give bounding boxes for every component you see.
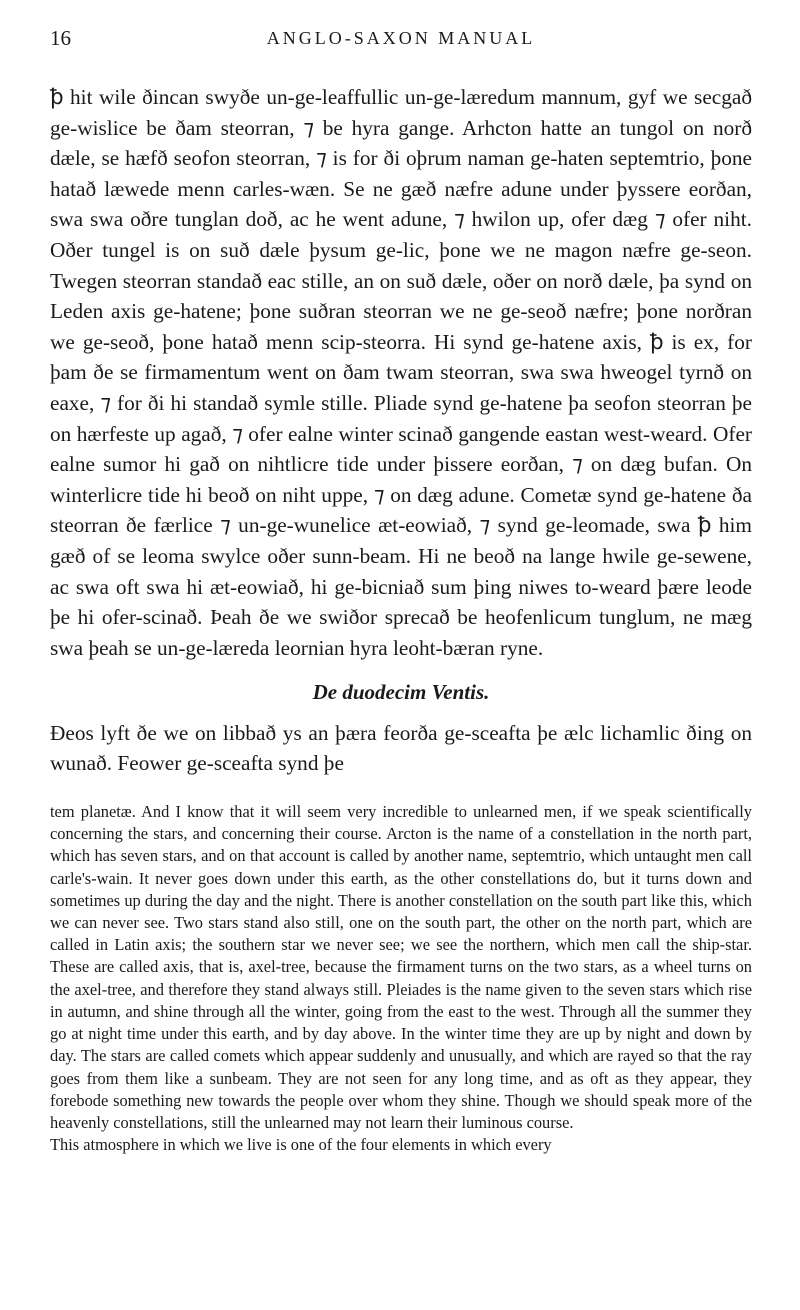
translation-footnote: [50, 801, 752, 1156]
old-english-section-paragraph: Ðeos lyft ðe we on libbað ys an þæra feorða ge-sceafta þe ælc lichamlic ðing on wunað. Feower ge-sceafta synd þe: [50, 720, 752, 776]
translation-paragraph-next: This atmosphere in which we live is one of the four elements in which every: [50, 1135, 552, 1155]
section-heading: De duodecim Ventis.: [312, 680, 490, 705]
running-head: [50, 26, 752, 62]
page-number: 16: [50, 26, 71, 50]
old-english-text: [50, 82, 752, 779]
translation-paragraph: tem planetæ. And I know that it will seem very incredible to unlearned men, if we speak scientifically concerning the stars, and concerning their course. Arcton is the name of a constellation in the north part, which has seven stars, and on that account is called by another name, septemtrio, which untaught men call carle's-wain. It never goes down under this earth, as the other constellations do, but it turns down and sometimes up during the day and the night. There is another constellation on the south part like this, which we can never see. Two stars stand also still, one on the south part, the other on the north part, which are called in Latin axis; the southern star we never see; we see the northern, which men call the ship-star. These are called axis, that is, axel-tree, because the firmament turns on the two stars, as a wheel turns on the axel-tree, and therefore they stand always still. Pleiades is the name given to the seven stars which rise in autumn, and shine through all the winter, going from the east to the west. Through all the summer they go at night time under this earth, and by day above. In the winter time they are up by night and down by day. The stars are called comets which appear suddenly and unusually, and which are rayed so that the ray goes from them like a sunbeam. They are not seen for any long time, and as oft as they appear, they forebode something new towards the people over whom they shine. Though we should speak more of the heavenly constellations, still the unlearned may not learn their luminous course.: [50, 802, 752, 1132]
book-title: ANGLO-SAXON MANUAL: [266, 28, 536, 48]
old-english-paragraph: ꝥ hit wile ðincan swyðe un-ge-leaffullic un-ge-læredum mannum, gyf we secgað ge-wislice be ðam steorran, ⁊ be hyra gange. Arhcton hatte an tungol on norð dæle, se hæfð seofon steorran, ⁊ is for ði oþrum naman ge-haten septemtrio, þone hatað læwede menn carles-wæn. Se ne gæð næfre adune under þyssere eorðan, swa swa oðre tunglan doð, ac he went adune, ⁊ hwilon up, ofer dæg ⁊ ofer niht. Oðer tungel is on suð dæle þysum ge-lic, þone we ne magon næfre ge-seon. Twegen steorran standað eac stille, an on suð dæle, oðer on norð dæle, þa synd on Leden axis ge-hatene; þone suðran steorran we ne ge-seoð næfre; þone norðran we ge-seoð, þone hatað menn scip-steorra. Hi synd ge-hatene axis, ꝥ is ex, for þam ðe se firmamentum went on ðam twam steorran, swa swa hweogel tyrnð on eaxe, ⁊ for ði hi standað symle stille. Pliade synd ge-hatene þa seofon steorran þe on hærfeste up agað, ⁊ ofer ealne winter scinað gangende eastan west-weard. Ofer ealne sumor hi gað on nihtlicre tide under þissere eorðan, ⁊ on dæg bufan. On winterlicre tide hi beoð on niht uppe, ⁊ on dæg adune. Cometæ synd ge-hatene ða steorran ðe færlice ⁊ un-ge-wunelice æt-eowiað, ⁊ synd ge-leomade, swa ꝥ him gæð of se leoma swylce oðer sunn-beam. Hi ne beoð na lange hwile ge-sewene, ac swa oft swa hi æt-eowiað, hi ge-bicniað sum þing niwes to-weard þære leode þe hi ofer-scinað. Þeah ðe we swiðor sprecað be heofenlicum tunglum, ne mæg swa þeah se un-ge-læreda leornian hyra leoht-bæran ryne.: [50, 85, 752, 660]
